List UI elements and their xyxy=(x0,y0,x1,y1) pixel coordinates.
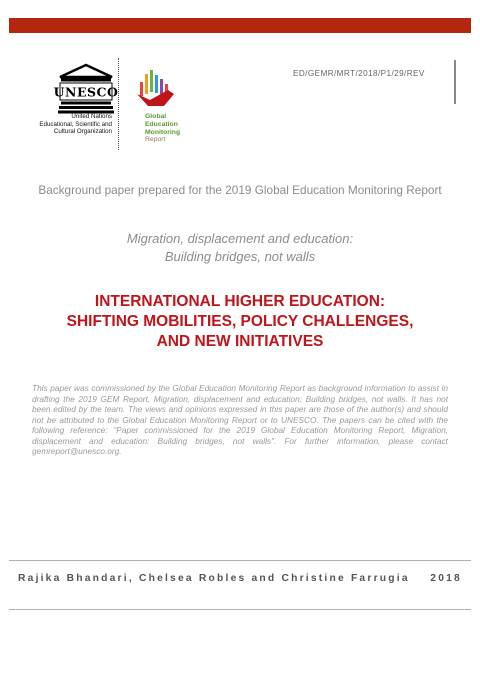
authors-top-rule xyxy=(9,560,471,561)
unesco-caption xyxy=(20,113,112,136)
unesco-caption-line-2: Educational, Scientific and xyxy=(39,120,112,128)
paper-title xyxy=(0,292,480,352)
title-line-1: INTERNATIONAL HIGHER EDUCATION: xyxy=(94,293,386,310)
subtitle-line-1: Migration, displacement and education: xyxy=(126,231,354,246)
gem-logo-text xyxy=(145,113,180,144)
unesco-temple-logo xyxy=(53,64,119,116)
unesco-wordmark: UNESCO xyxy=(53,84,119,100)
logo-divider xyxy=(118,58,119,150)
gem-report-logo xyxy=(134,66,178,110)
authors-bottom-rule xyxy=(9,609,471,610)
disclaimer-paragraph: This paper was commissioned by the Global Education Monitoring Report as background information to assist in drafting the 2019 GEM Report, Migration, displacement and education: Building bridges, not walls. It has not been edited by the team. The views and opinions expressed in this paper are those of the author(s) and should not be attributed to the Global Education Monitoring Report or to UNESCO. The papers can be cited with the following reference: “Paper commissioned for the 2019 Global Education Monitoring Report, Migration, displacement and education: Building bridges, not walls”. For further information, please contact gemreport@unesco.org. xyxy=(32,383,448,456)
top-red-bar xyxy=(9,18,471,33)
report-subtitle xyxy=(0,230,480,266)
background-paper-line: Background paper prepared for the 2019 Global Education Monitoring Report xyxy=(38,183,442,197)
unesco-caption-line-1: United Nations xyxy=(71,113,112,120)
document-code: ED/GEMR/MRT/2018/P1/29/REV xyxy=(293,69,425,78)
gem-line-global: Global xyxy=(145,113,167,120)
author-names: Rajika Bhandari, Chelsea Robles and Christine Farrugia xyxy=(18,573,410,584)
gem-line-monitoring: Monitoring xyxy=(145,128,181,136)
subtitle-line-2: Building bridges, not walls xyxy=(164,249,316,264)
title-line-3: AND NEW INITIATIVES xyxy=(156,333,324,350)
publication-year: 2018 xyxy=(430,573,462,584)
authors-line xyxy=(18,573,462,584)
gem-line-education: Education xyxy=(145,120,178,128)
title-line-2: SHIFTING MOBILITIES, POLICY CHALLENGES, xyxy=(66,313,414,330)
unesco-caption-line-3: Cultural Organization xyxy=(53,128,112,136)
code-vertical-rule xyxy=(454,60,456,104)
gem-line-report: Report xyxy=(145,136,166,144)
